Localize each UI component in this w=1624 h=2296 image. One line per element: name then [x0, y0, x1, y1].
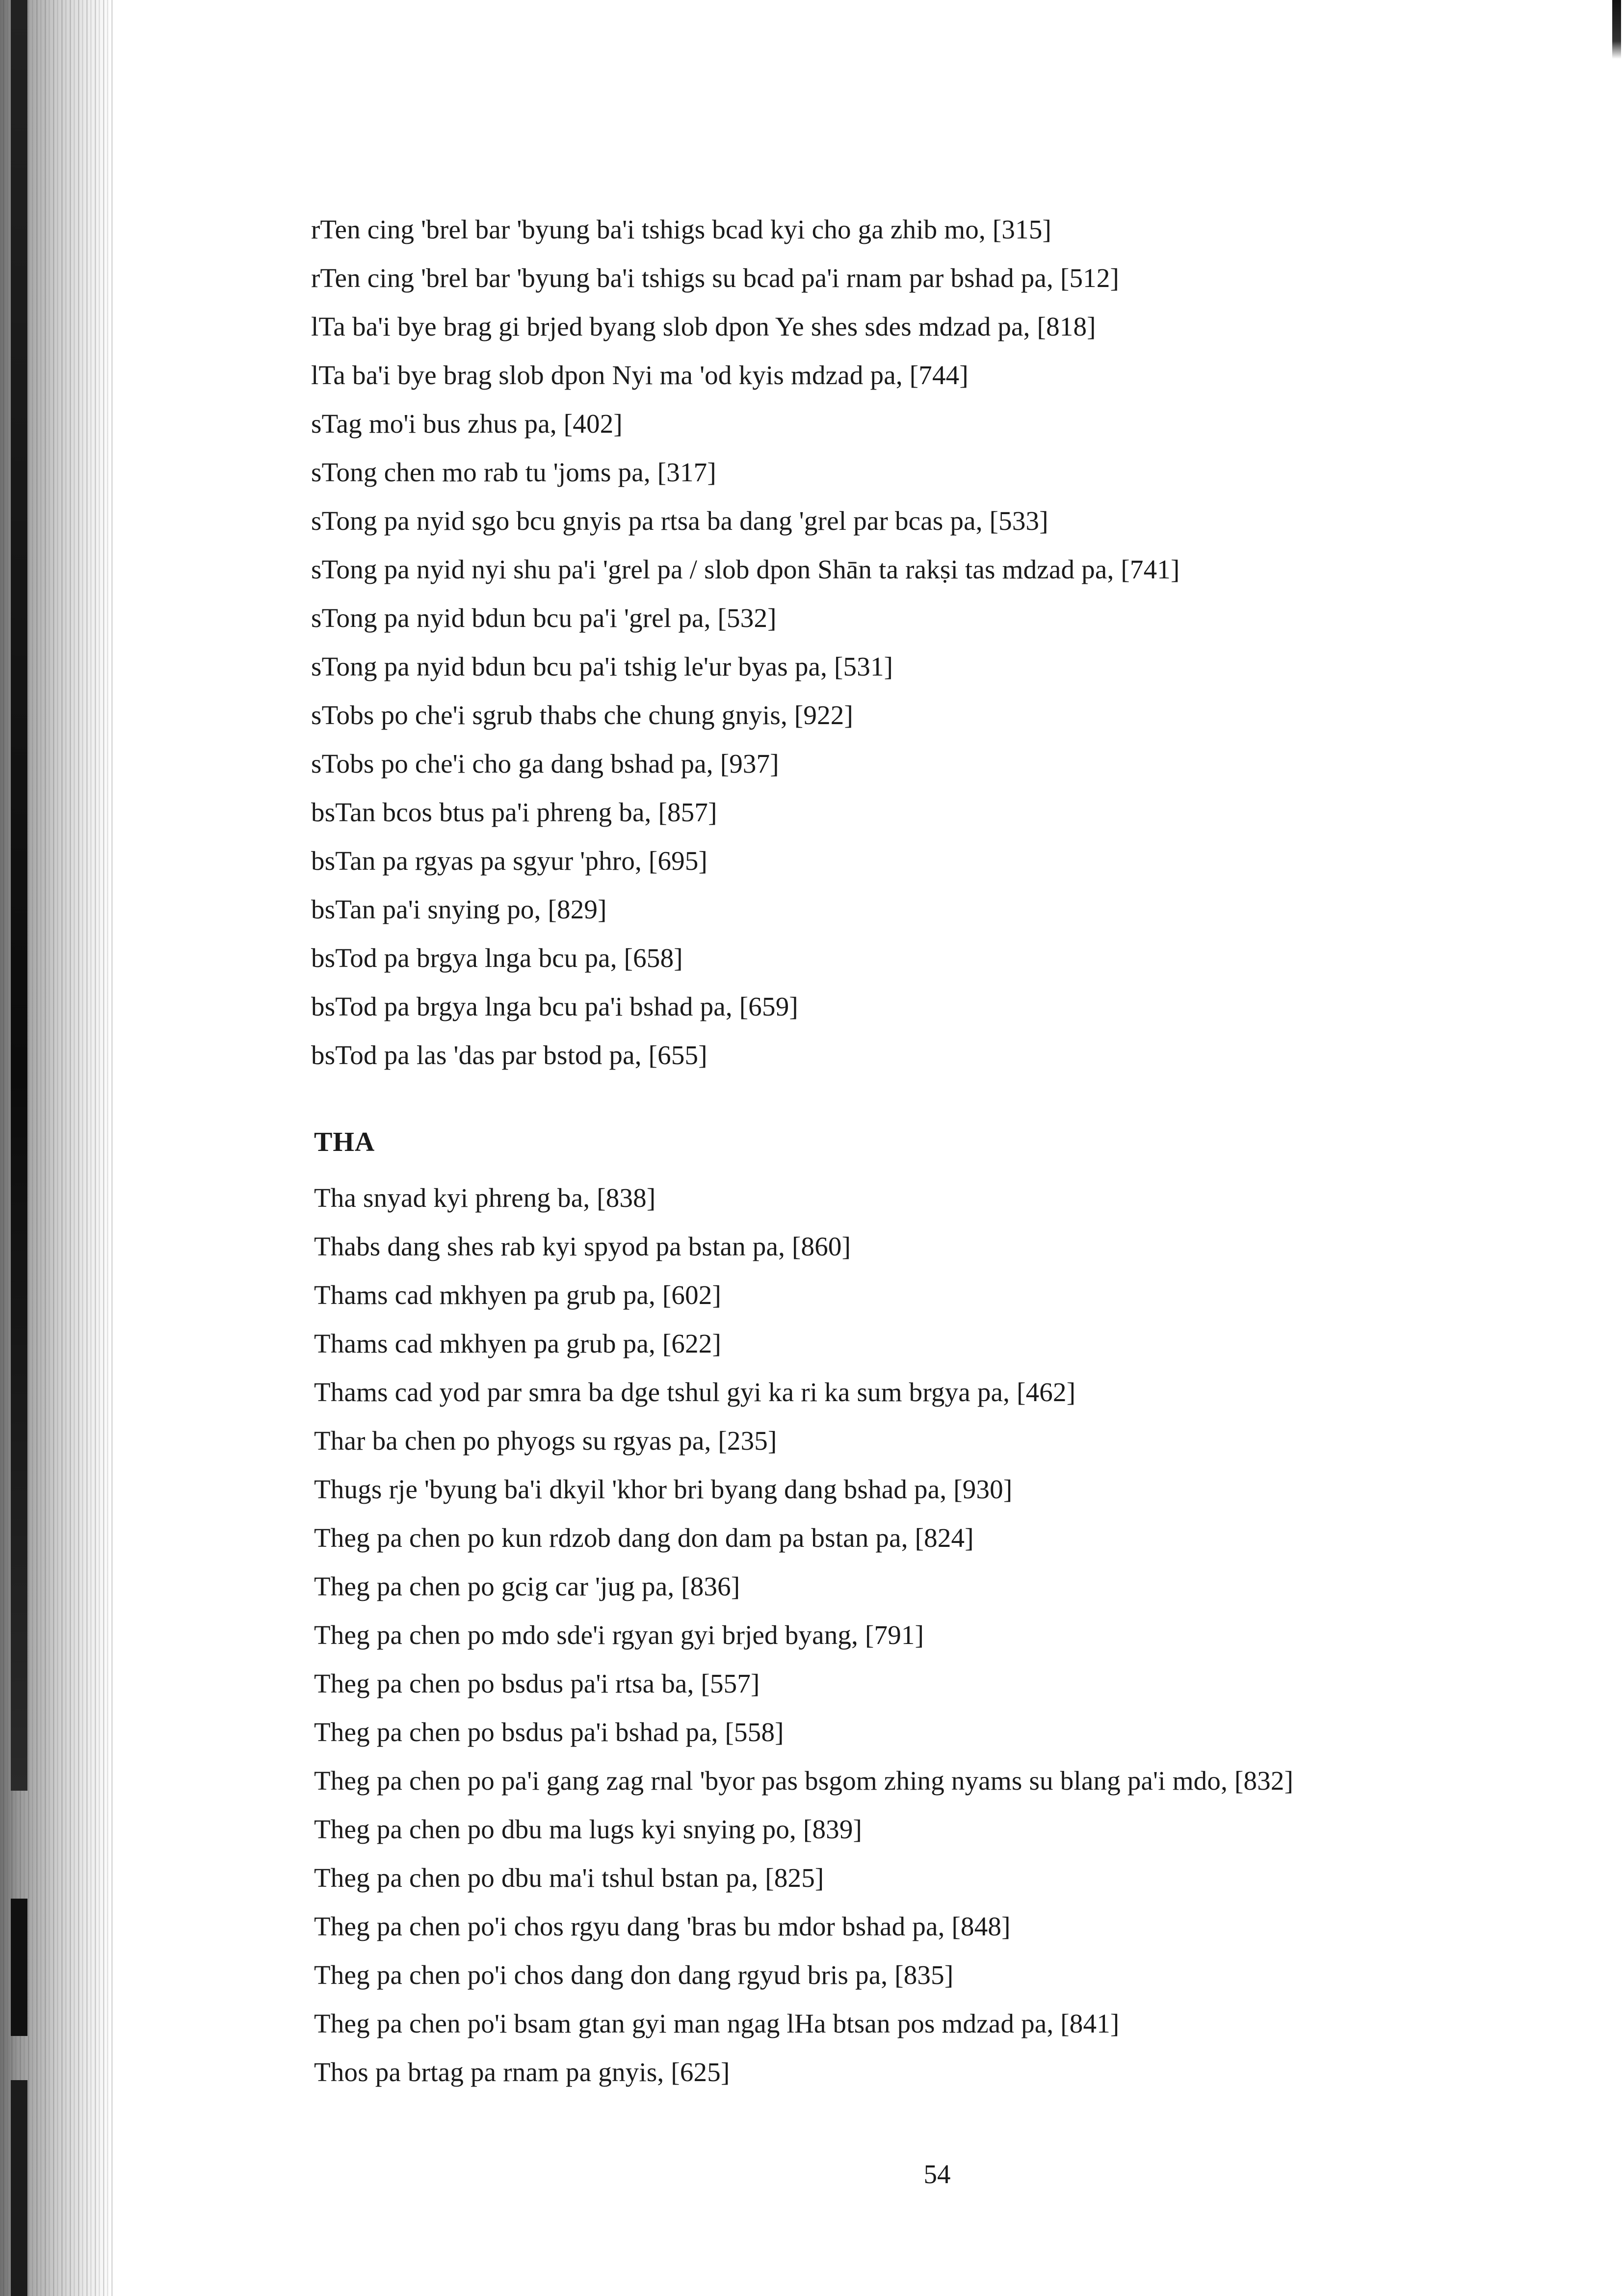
- index-entry: sTobs po che'i sgrub thabs che chung gnyis, [922]: [311, 700, 853, 730]
- scan-binding-bar: [11, 2080, 27, 2296]
- index-entry: Theg pa chen po gcig car 'jug pa, [836]: [314, 1571, 740, 1601]
- index-entry: Thugs rje 'byung ba'i dkyil 'khor bri byang dang bshad pa, [930]: [314, 1474, 1013, 1504]
- index-entry: sTong pa nyid bdun bcu pa'i 'grel pa, [532]: [311, 603, 777, 633]
- index-entry: rTen cing 'brel bar 'byung ba'i tshigs bcad kyi cho ga zhib mo, [315]: [311, 214, 1052, 244]
- index-entry: lTa ba'i bye brag gi brjed byang slob dpon Ye shes sdes mdzad pa, [818]: [311, 312, 1096, 341]
- index-entry: Theg pa chen po'i chos rgyu dang 'bras bu mdor bshad pa, [848]: [314, 1911, 1011, 1941]
- index-entry: sTag mo'i bus zhus pa, [402]: [311, 409, 623, 439]
- index-entry: bsTod pa las 'das par bstod pa, [655]: [311, 1040, 707, 1070]
- index-entry: bsTod pa brgya lnga bcu pa, [658]: [311, 943, 683, 973]
- index-entry: Theg pa chen po pa'i gang zag rnal 'byor pas bsgom zhing nyams su blang pa'i mdo, [832]: [314, 1766, 1294, 1796]
- index-entry: Thos pa brtag pa rnam pa gnyis, [625]: [314, 2057, 730, 2087]
- index-entry: Theg pa chen po dbu ma lugs kyi snying po, [839]: [314, 1814, 863, 1844]
- index-entry: sTobs po che'i cho ga dang bshad pa, [937]: [311, 749, 779, 779]
- index-entry: Theg pa chen po dbu ma'i tshul bstan pa, [825]: [314, 1863, 824, 1893]
- index-entry: Thams cad mkhyen pa grub pa, [622]: [314, 1329, 722, 1358]
- index-list-tha: [314, 1174, 1531, 2096]
- index-entry: rTen cing 'brel bar 'byung ba'i tshigs su bcad pa'i rnam par bshad pa, [512]: [311, 263, 1120, 293]
- index-entry: sTong pa nyid sgo bcu gnyis pa rtsa ba dang 'grel par bcas pa, [533]: [311, 506, 1048, 536]
- scan-corner-mark: [1612, 0, 1621, 59]
- index-entry: sTong pa nyid bdun bcu pa'i tshig le'ur byas pa, [531]: [311, 652, 893, 681]
- index-entry: Theg pa chen po mdo sde'i rgyan gyi brjed byang, [791]: [314, 1620, 924, 1650]
- index-entry: sTong pa nyid nyi shu pa'i 'grel pa / slob dpon Shān ta rakṣi tas mdzad pa, [741]: [311, 554, 1180, 584]
- section-heading: THA: [314, 1127, 375, 1157]
- index-entry: Thabs dang shes rab kyi spyod pa bstan pa, [860]: [314, 1231, 851, 1261]
- index-entry: Theg pa chen po kun rdzob dang don dam pa bstan pa, [824]: [314, 1523, 974, 1553]
- index-entry: bsTan pa rgyas pa sgyur 'phro, [695]: [311, 846, 708, 876]
- index-entry: lTa ba'i bye brag slob dpon Nyi ma 'od kyis mdzad pa, [744]: [311, 360, 969, 390]
- index-entry: sTong chen mo rab tu 'joms pa, [317]: [311, 457, 716, 487]
- scan-binding-bar: [11, 1899, 27, 2036]
- index-entry: Thams cad mkhyen pa grub pa, [602]: [314, 1280, 722, 1310]
- page-number: 54: [923, 2159, 951, 2189]
- index-entry: Thar ba chen po phyogs su rgyas pa, [235]: [314, 1426, 777, 1456]
- index-list-top: [311, 205, 1528, 1079]
- index-entry: bsTan pa'i snying po, [829]: [311, 894, 607, 924]
- index-entry: Thams cad yod par smra ba dge tshul gyi ka ri ka sum brgya pa, [462]: [314, 1377, 1076, 1407]
- index-entry: Theg pa chen po bsdus pa'i rtsa ba, [557]: [314, 1669, 760, 1698]
- index-entry: bsTod pa brgya lnga bcu pa'i bshad pa, [659]: [311, 991, 798, 1021]
- index-entry: Theg pa chen po'i chos dang don dang rgyud bris pa, [835]: [314, 1960, 954, 1990]
- index-entry: Tha snyad kyi phreng ba, [838]: [314, 1183, 656, 1213]
- index-entry: bsTan bcos btus pa'i phreng ba, [857]: [311, 797, 717, 827]
- scan-binding-bar: [11, 0, 27, 1791]
- index-entry: Theg pa chen po'i bsam gtan gyi man ngag lHa btsan pos mdzad pa, [841]: [314, 2009, 1120, 2038]
- index-entry: Theg pa chen po bsdus pa'i bshad pa, [558]: [314, 1717, 784, 1747]
